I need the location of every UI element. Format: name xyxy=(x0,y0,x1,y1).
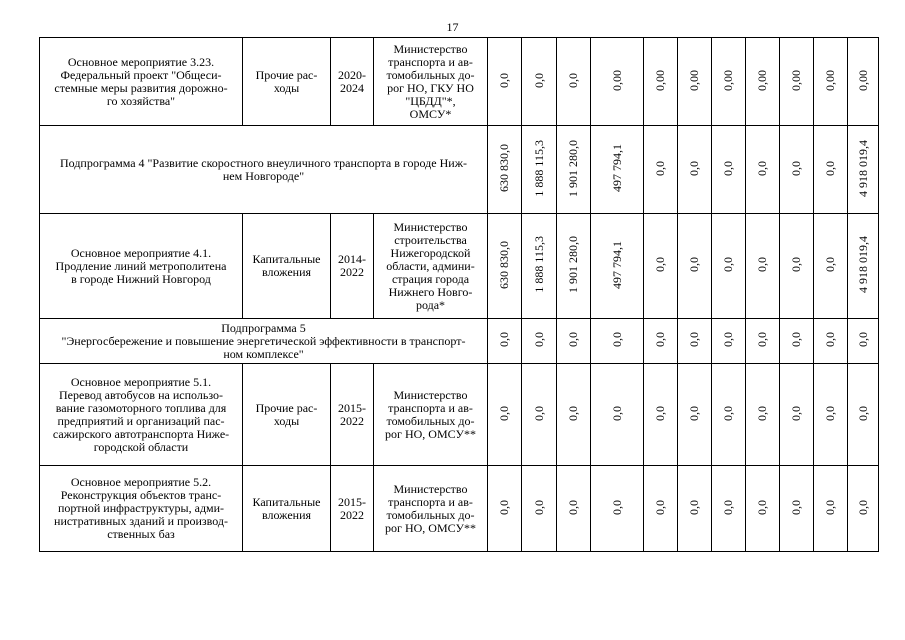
value-text: 0,0 xyxy=(687,257,701,272)
value-text: 0,0 xyxy=(497,499,511,515)
value-cell xyxy=(678,364,712,466)
value-text: 0,0 xyxy=(855,332,870,347)
executor xyxy=(374,214,488,319)
value-text: 497 794,1 xyxy=(609,240,624,289)
text-line: ственных баз xyxy=(107,527,175,541)
value-cell xyxy=(644,466,678,552)
value-text: 0,00 xyxy=(687,69,701,91)
value-cell xyxy=(522,466,557,552)
value-text: 0,00 xyxy=(855,69,870,91)
value-cell xyxy=(746,214,780,319)
text-line: рода* xyxy=(415,297,446,312)
value-text: 0,0 xyxy=(755,405,769,421)
value-cell xyxy=(591,319,644,364)
value-cell xyxy=(678,319,712,364)
value-cell xyxy=(591,126,644,214)
value-text: 0,0 xyxy=(653,499,667,515)
measure-title xyxy=(40,214,243,319)
text-line: 2022 xyxy=(340,265,364,279)
value-text: 0,0 xyxy=(789,160,803,176)
text-line: томобильных до- xyxy=(386,67,475,82)
text-line: ходы xyxy=(273,80,300,95)
text-line: нистративных зданий и производ- xyxy=(54,514,228,528)
text-line: транспорта и ав- xyxy=(388,494,473,509)
text-line: Федеральный проект "Общеси- xyxy=(60,67,222,82)
value-cell xyxy=(746,319,780,364)
value-text: 0,00 xyxy=(721,69,735,91)
value-cell xyxy=(848,319,879,364)
value-text: 0,0 xyxy=(531,499,546,515)
value-cell xyxy=(591,38,644,126)
text-line: томобильных до- xyxy=(386,507,475,522)
value-text: 0,0 xyxy=(531,405,546,421)
expense-type xyxy=(243,364,331,466)
value-cell xyxy=(746,126,780,214)
value-cell xyxy=(678,214,712,319)
expense-type xyxy=(243,38,331,126)
text-line: Реконструкция объектов транс- xyxy=(60,488,222,502)
text-line: 2020- xyxy=(338,67,366,82)
value-cell xyxy=(780,38,814,126)
value-text: 0,00 xyxy=(823,69,837,91)
value-text: 630 830,0 xyxy=(497,240,511,289)
text-line: Основное мероприятие 3.23. xyxy=(67,54,215,69)
program-title xyxy=(40,126,488,214)
value-cell xyxy=(848,364,879,466)
value-text: 0,0 xyxy=(789,405,803,421)
value-cell xyxy=(712,364,746,466)
value-cell xyxy=(780,364,814,466)
measure-title xyxy=(40,364,243,466)
text-line: Основное мероприятие 4.1. xyxy=(70,245,212,260)
value-text: 0,0 xyxy=(755,257,769,272)
value-cell xyxy=(522,364,557,466)
value-text: 0,00 xyxy=(609,69,624,91)
value-cell xyxy=(814,126,848,214)
measure-row xyxy=(40,364,879,466)
value-cell xyxy=(644,38,678,126)
value-cell xyxy=(814,466,848,552)
text-line: Прочие рас- xyxy=(255,400,318,415)
value-cell xyxy=(488,364,522,466)
value-cell xyxy=(557,214,591,319)
value-cell xyxy=(712,466,746,552)
value-cell xyxy=(848,126,879,214)
text-line: Министерство xyxy=(393,41,468,56)
value-cell xyxy=(678,126,712,214)
text-line: вложения xyxy=(261,507,312,522)
text-line: нем Новгороде" xyxy=(222,168,305,183)
text-line: 2015- xyxy=(338,400,366,415)
value-text: 0,0 xyxy=(653,160,667,176)
value-text: 0,0 xyxy=(653,332,667,347)
value-text: 0,00 xyxy=(789,69,803,91)
value-text: 0,0 xyxy=(855,405,870,421)
value-text: 630 830,0 xyxy=(497,144,511,192)
value-cell xyxy=(712,214,746,319)
value-text: 0,0 xyxy=(755,332,769,347)
value-text: 0,0 xyxy=(566,72,580,88)
value-text: 0,0 xyxy=(497,405,511,421)
text-line: 2022 xyxy=(340,413,364,428)
value-text: 0,0 xyxy=(721,257,735,272)
value-cell xyxy=(814,214,848,319)
value-text: 0,0 xyxy=(687,160,701,176)
value-text: 0,0 xyxy=(789,257,803,272)
text-line: транспорта и ав- xyxy=(388,54,473,69)
value-cell xyxy=(814,38,848,126)
budget-table xyxy=(39,37,879,552)
value-text: 0,0 xyxy=(687,332,701,347)
text-line: строительства xyxy=(394,232,467,247)
program-row xyxy=(40,126,879,214)
measure-row xyxy=(40,466,879,552)
text-line: в городе Нижний Новгород xyxy=(71,271,211,286)
text-line: рог НО, ГКУ НО xyxy=(387,80,474,95)
value-cell xyxy=(780,214,814,319)
text-line: Прочие рас- xyxy=(255,67,318,82)
text-line: портной инфраструктуры, адми- xyxy=(57,501,225,515)
page-number: 17 xyxy=(446,20,459,34)
text-line: рог НО, ОМСУ** xyxy=(385,426,476,441)
period xyxy=(331,466,374,552)
value-cell xyxy=(814,364,848,466)
value-cell xyxy=(557,126,591,214)
text-line: транспорта и ав- xyxy=(388,400,473,415)
value-text: 0,0 xyxy=(609,405,624,421)
value-text: 0,0 xyxy=(497,72,511,88)
text-line: вание газомоторного топлива для xyxy=(55,400,227,415)
executor xyxy=(374,364,488,466)
expense-type xyxy=(243,214,331,319)
period xyxy=(331,214,374,319)
value-text: 0,0 xyxy=(687,499,701,515)
value-cell xyxy=(780,126,814,214)
text-line: Подпрограмма 5 xyxy=(221,320,306,335)
text-line: Подпрограмма 4 "Развитие скоростного внеуличного транспорта в городе Ниж- xyxy=(60,155,467,170)
value-cell xyxy=(557,319,591,364)
value-text: 0,00 xyxy=(653,69,667,91)
value-text: 0,0 xyxy=(653,257,667,272)
value-text: 0,0 xyxy=(531,72,546,88)
value-text: 1 901 280,0 xyxy=(566,139,580,197)
value-cell xyxy=(488,319,522,364)
value-cell xyxy=(746,364,780,466)
text-line: Капитальные xyxy=(252,252,321,266)
value-cell xyxy=(644,319,678,364)
value-cell xyxy=(488,126,522,214)
value-text: 4 918 019,4 xyxy=(855,236,870,293)
value-cell xyxy=(488,38,522,126)
program-row xyxy=(40,319,879,364)
value-text: 0,0 xyxy=(823,332,837,347)
text-line: сажирского автотранспорта Ниже- xyxy=(52,426,230,441)
text-line: стемные меры развития дорожно- xyxy=(54,80,228,95)
value-text: 0,0 xyxy=(653,405,667,421)
value-text: 1 901 280,0 xyxy=(566,236,580,293)
measure-title xyxy=(40,38,243,126)
value-cell xyxy=(678,38,712,126)
value-cell xyxy=(712,126,746,214)
text-line: страция города xyxy=(391,271,470,286)
value-text: 0,0 xyxy=(566,332,580,347)
value-cell xyxy=(814,319,848,364)
text-line: Нижнего Новго- xyxy=(388,284,473,299)
value-text: 0,0 xyxy=(823,499,837,515)
value-cell xyxy=(591,214,644,319)
value-cell xyxy=(591,466,644,552)
value-cell xyxy=(746,466,780,552)
value-text: 0,0 xyxy=(721,160,735,176)
value-cell xyxy=(522,319,557,364)
value-text: 0,0 xyxy=(823,160,837,176)
text-line: ОМСУ* xyxy=(409,106,452,121)
text-line: 2024 xyxy=(340,80,364,95)
measure-title xyxy=(40,466,243,552)
value-text: 0,0 xyxy=(566,499,580,515)
text-line: Министерство xyxy=(393,481,468,496)
value-cell xyxy=(848,214,879,319)
value-cell xyxy=(488,466,522,552)
text-line: Капитальные xyxy=(252,494,321,509)
value-cell xyxy=(522,126,557,214)
value-cell xyxy=(522,38,557,126)
value-cell xyxy=(644,126,678,214)
value-text: 0,0 xyxy=(855,499,870,515)
executor xyxy=(374,38,488,126)
text-line: городской области xyxy=(93,439,189,454)
value-cell xyxy=(848,466,879,552)
text-line: Основное мероприятие 5.2. xyxy=(70,475,212,489)
text-line: ном комплексе" xyxy=(223,346,304,361)
value-cell xyxy=(712,38,746,126)
value-text: 1 888 115,3 xyxy=(531,139,546,197)
text-line: предприятий и организаций пас- xyxy=(57,413,225,428)
value-text: 0,00 xyxy=(755,69,769,91)
text-line: 2022 xyxy=(340,507,364,522)
measure-row xyxy=(40,38,879,126)
value-cell xyxy=(678,466,712,552)
value-text: 0,0 xyxy=(566,405,580,421)
value-text: 0,0 xyxy=(823,257,837,272)
value-text: 0,0 xyxy=(609,499,624,515)
value-text: 0,0 xyxy=(789,332,803,347)
text-line: Основное мероприятие 5.1. xyxy=(70,374,212,389)
value-text: 0,0 xyxy=(755,499,769,515)
value-cell xyxy=(557,38,591,126)
expense-type xyxy=(243,466,331,552)
text-line: 2015- xyxy=(338,494,366,509)
value-cell xyxy=(488,214,522,319)
text-line: томобильных до- xyxy=(386,413,475,428)
period xyxy=(331,38,374,126)
value-cell xyxy=(848,38,879,126)
executor xyxy=(374,466,488,552)
period xyxy=(331,364,374,466)
text-line: Продление линий метрополитена xyxy=(55,258,227,273)
value-cell xyxy=(780,319,814,364)
value-cell xyxy=(712,319,746,364)
value-text: 0,0 xyxy=(755,160,769,176)
text-line: вложения xyxy=(261,265,312,279)
value-text: 0,0 xyxy=(789,499,803,515)
value-text: 497 794,1 xyxy=(609,144,624,192)
value-cell xyxy=(644,364,678,466)
value-cell xyxy=(746,38,780,126)
value-cell xyxy=(557,466,591,552)
value-text: 4 918 019,4 xyxy=(855,139,870,197)
value-cell xyxy=(780,466,814,552)
value-cell xyxy=(557,364,591,466)
value-cell xyxy=(644,214,678,319)
text-line: ходы xyxy=(273,413,300,428)
value-text: 0,0 xyxy=(531,332,546,347)
text-line: "ЦБДД"*, xyxy=(405,93,456,108)
measure-row xyxy=(40,214,879,319)
text-line: Нижегородской xyxy=(390,245,471,260)
value-text: 0,0 xyxy=(721,332,735,347)
text-line: Министерство xyxy=(393,219,468,234)
text-line: го хозяйства" xyxy=(106,93,176,108)
text-line: Министерство xyxy=(393,387,468,402)
value-text: 0,0 xyxy=(609,332,624,347)
value-text: 0,0 xyxy=(687,405,701,421)
text-line: Перевод автобусов на использо- xyxy=(59,387,223,402)
text-line: области, админи- xyxy=(386,258,475,273)
value-text: 0,0 xyxy=(721,499,735,515)
value-text: 0,0 xyxy=(823,405,837,421)
program-title xyxy=(40,319,488,364)
value-cell xyxy=(591,364,644,466)
value-text: 0,0 xyxy=(497,332,511,347)
value-text: 1 888 115,3 xyxy=(531,236,546,293)
value-cell xyxy=(522,214,557,319)
text-line: "Энергосбережение и повышение энергетической эффективности в транспорт- xyxy=(61,333,466,348)
text-line: 2014- xyxy=(338,252,366,266)
value-text: 0,0 xyxy=(721,405,735,421)
text-line: рог НО, ОМСУ** xyxy=(385,520,476,535)
